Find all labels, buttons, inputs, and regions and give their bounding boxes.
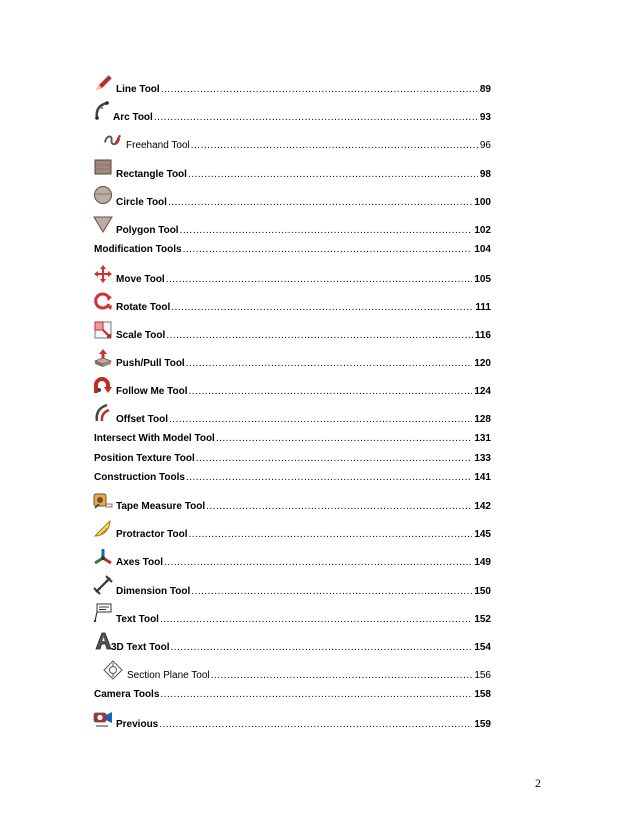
entry-label: Follow Me Tool (116, 386, 188, 397)
entry-label: Line Tool (116, 84, 160, 95)
dot-leader (169, 414, 472, 426)
dot-leader (160, 689, 472, 701)
entry-page: 156 (474, 670, 491, 681)
toc-entry-circle-tool[interactable] (116, 197, 491, 209)
entry-page: 159 (474, 719, 491, 730)
entry-label: Axes Tool (116, 557, 164, 568)
entry-page: 131 (474, 433, 491, 444)
dot-leader (191, 140, 478, 152)
dot-leader (211, 670, 473, 682)
3d-text-icon (93, 631, 113, 651)
entry-page: 145 (474, 529, 491, 540)
dot-leader (161, 84, 478, 96)
toc-entry-arc-tool[interactable] (113, 112, 491, 124)
dot-leader (166, 274, 473, 286)
dot-leader (186, 472, 472, 484)
entry-page: 141 (474, 472, 491, 483)
entry-page: 152 (474, 614, 491, 625)
toc-entry-follow-me-tool[interactable] (116, 386, 491, 398)
entry-page: 102 (474, 225, 491, 236)
entry-label: Scale Tool (116, 330, 166, 341)
scale-icon (93, 320, 113, 340)
freehand-icon (103, 131, 122, 150)
dot-leader (216, 433, 472, 445)
entry-label: Rotate Tool (116, 302, 171, 313)
axes-icon (93, 547, 113, 567)
entry-page: 100 (474, 197, 491, 208)
dot-leader (168, 197, 472, 209)
entry-label: Position Texture Tool (94, 453, 195, 464)
previous-icon (93, 708, 113, 728)
toc-entry-modification-tools[interactable] (94, 244, 491, 256)
pencil-icon (93, 73, 113, 93)
section-plane-icon (103, 660, 123, 680)
offset-icon (93, 403, 113, 423)
toc-entry-previous[interactable] (116, 719, 491, 731)
arc-icon (93, 100, 113, 120)
toc-entry-move-tool[interactable] (116, 274, 491, 286)
circle-icon (93, 185, 113, 205)
entry-page: 93 (479, 112, 491, 123)
dot-leader (160, 614, 472, 626)
entry-label: Rectangle Tool (116, 169, 187, 180)
entry-label: 3D Text Tool (111, 642, 170, 653)
follow-me-icon (93, 376, 113, 396)
entry-page: 98 (479, 169, 491, 180)
entry-page: 104 (474, 244, 491, 255)
entry-page: 133 (474, 453, 491, 464)
toc-entry-intersect-with-model-tool[interactable] (94, 433, 491, 445)
entry-label: Section Plane Tool (127, 670, 210, 681)
entry-page: 142 (474, 501, 491, 512)
toc-entry-3d-text-tool[interactable] (111, 642, 491, 654)
dot-leader (154, 112, 478, 124)
toc-entry-text-tool[interactable] (116, 614, 491, 626)
tape-measure-icon (93, 491, 113, 511)
entry-label: Camera Tools (94, 689, 160, 700)
dot-leader (188, 169, 478, 181)
dot-leader (188, 386, 472, 398)
entry-label: Text Tool (116, 614, 159, 625)
toc-entry-axes-tool[interactable] (116, 557, 491, 569)
toc-entry-tape-measure-tool[interactable] (116, 501, 491, 513)
toc-entry-push-pull-tool[interactable] (116, 358, 491, 370)
dot-leader (191, 586, 472, 598)
toc-entry-polygon-tool[interactable] (116, 225, 491, 237)
toc-entry-camera-tools[interactable] (94, 689, 491, 701)
entry-page: 116 (474, 330, 491, 341)
entry-label: Freehand Tool (126, 140, 190, 151)
entry-page: 96 (479, 140, 491, 151)
toc-entry-rectangle-tool[interactable] (116, 169, 491, 181)
entry-label: Modification Tools (94, 244, 182, 255)
rotate-icon (93, 291, 113, 311)
toc-entry-protractor-tool[interactable] (116, 529, 491, 541)
entry-label: Previous (116, 719, 159, 730)
push-pull-icon (93, 348, 113, 368)
dot-leader (186, 358, 473, 370)
toc-entry-position-texture-tool[interactable] (94, 453, 491, 465)
entry-label: Polygon Tool (116, 225, 179, 236)
entry-page: 158 (474, 689, 491, 700)
entry-page: 149 (474, 557, 491, 568)
entry-page: 120 (474, 358, 491, 369)
toc-entry-construction-tools[interactable] (94, 472, 491, 484)
entry-page: 150 (474, 586, 491, 597)
entry-page: 105 (474, 274, 491, 285)
toc-entry-freehand-tool[interactable] (126, 140, 491, 152)
entry-page: 154 (474, 642, 491, 653)
dot-leader (206, 501, 472, 513)
entry-page: 111 (475, 302, 491, 313)
entry-label: Protractor Tool (116, 529, 188, 540)
entry-label: Construction Tools (94, 472, 185, 483)
dot-leader (188, 529, 472, 541)
dot-leader (180, 225, 473, 237)
protractor-icon (93, 519, 113, 539)
toc-entry-dimension-tool[interactable] (116, 586, 491, 598)
entry-label: Offset Tool (116, 414, 169, 425)
toc-entry-scale-tool[interactable] (116, 330, 491, 342)
entry-page: 89 (479, 84, 491, 95)
text-icon (93, 603, 113, 623)
dot-leader (166, 330, 473, 342)
entry-label: Dimension Tool (116, 586, 191, 597)
toc-entry-section-plane-tool[interactable] (127, 670, 491, 682)
toc-entry-rotate-tool[interactable] (116, 302, 491, 314)
dot-leader (164, 557, 472, 569)
dot-leader (183, 244, 473, 256)
toc-entry-offset-tool[interactable] (116, 414, 491, 426)
entry-label: Circle Tool (116, 197, 167, 208)
entry-label: Push/Pull Tool (116, 358, 185, 369)
page-number: 2 (535, 776, 541, 790)
move-icon (93, 264, 113, 284)
dimension-icon (93, 575, 113, 595)
entry-label: Tape Measure Tool (116, 501, 206, 512)
entry-label: Intersect With Model Tool (94, 433, 215, 444)
toc-entry-line-tool[interactable] (116, 84, 491, 96)
dot-leader (159, 719, 472, 731)
entry-label: Arc Tool (113, 112, 153, 123)
polygon-icon (93, 214, 113, 234)
dot-leader (196, 453, 473, 465)
entry-page: 128 (474, 414, 491, 425)
dot-leader (171, 302, 473, 314)
dot-leader (171, 642, 473, 654)
rectangle-icon (93, 157, 113, 177)
entry-label: Move Tool (116, 274, 165, 285)
entry-page: 124 (474, 386, 491, 397)
